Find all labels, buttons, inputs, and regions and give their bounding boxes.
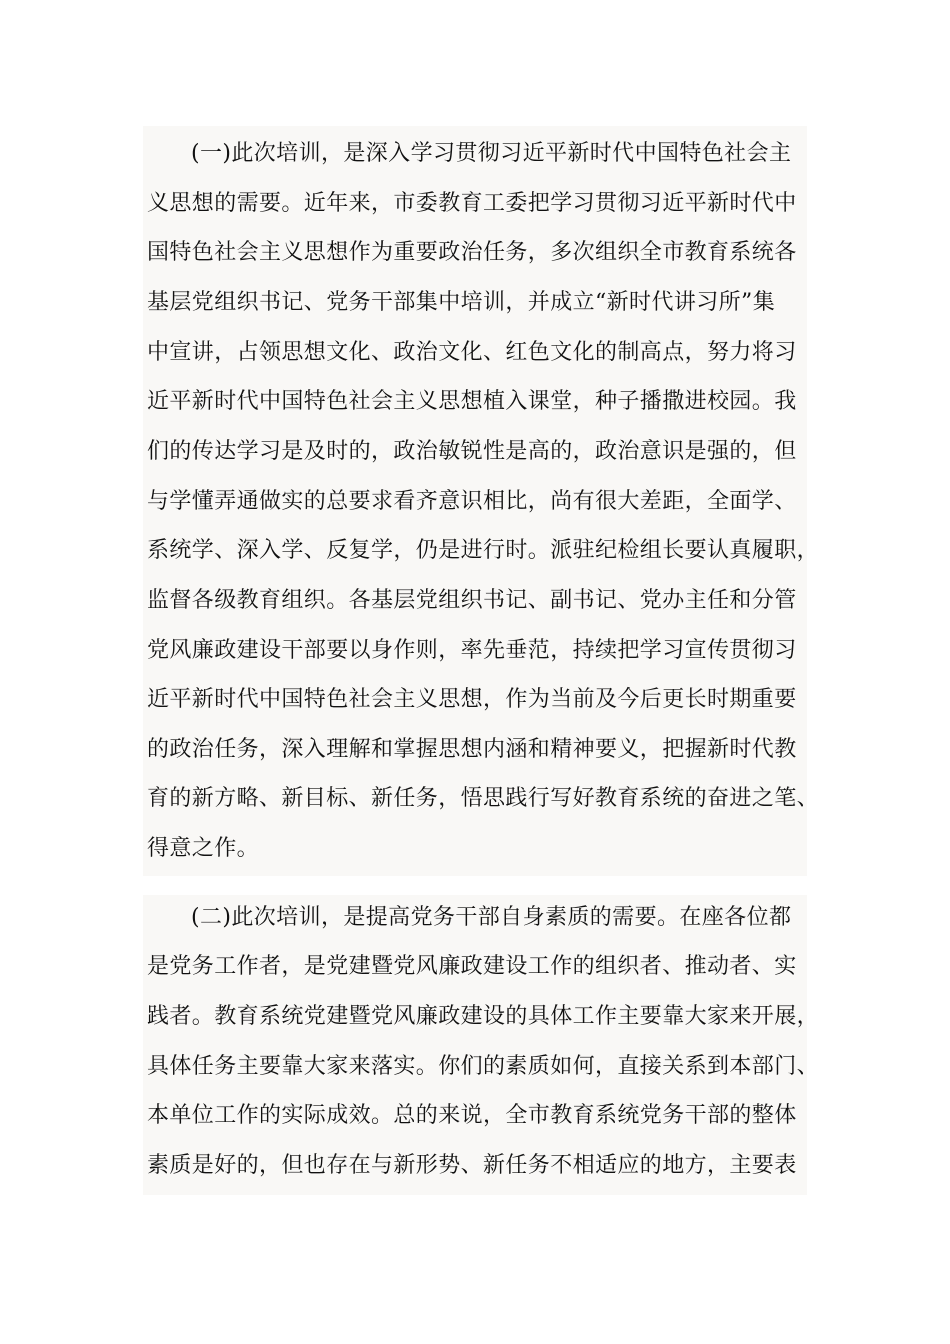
paragraph-line: 监督各级教育组织。各基层党组织书记、副书记、党办主任和分管 xyxy=(147,588,797,613)
paragraph-line: 具体任务主要靠大家来落实。你们的素质如何，直接关系到本部门、 xyxy=(147,1054,820,1079)
paragraph-line: 得意之作。 xyxy=(147,836,260,861)
paragraph-line: (一)此次培训，是深入学习贯彻习近平新时代中国特色社会主 xyxy=(191,141,792,166)
paragraph-line: 本单位工作的实际成效。总的来说，全市教育系统党务干部的整体 xyxy=(147,1103,797,1128)
paragraph-line: 中宣讲，占领思想文化、政治文化、红色文化的制高点，努力将习 xyxy=(147,340,797,365)
paragraph-line: 践者。教育系统党建暨党风廉政建设的具体工作主要靠大家来开展， xyxy=(147,1004,820,1029)
paragraph-line: (二)此次培训，是提高党务干部自身素质的需要。在座各位都 xyxy=(191,905,792,930)
paragraph-line: 与学懂弄通做实的总要求看齐意识相比，尚有很大差距，全面学、 xyxy=(147,489,797,514)
paragraph-line: 近平新时代中国特色社会主义思想植入课堂，种子播撒进校园。我 xyxy=(147,389,797,414)
paragraph-line: 党风廉政建设干部要以身作则，率先垂范，持续把学习宣传贯彻习 xyxy=(147,638,797,663)
paragraph-line: 的政治任务，深入理解和掌握思想内涵和精神要义，把握新时代教 xyxy=(147,737,797,762)
paragraph-1 xyxy=(143,126,820,876)
paragraph-line: 义思想的需要。近年来，市委教育工委把学习贯彻习近平新时代中 xyxy=(147,191,797,216)
paragraph-line: 国特色社会主义思想作为重要政治任务，多次组织全市教育系统各 xyxy=(147,240,797,265)
paragraph-line: 系统学、深入学、反复学，仍是进行时。派驻纪检组长要认真履职， xyxy=(147,538,820,563)
paragraph-line: 是党务工作者，是党建暨党风廉政建设工作的组织者、推动者、实 xyxy=(147,954,797,979)
paragraph-line: 近平新时代中国特色社会主义思想，作为当前及今后更长时期重要 xyxy=(147,687,797,712)
paragraph-line: 素质是好的，但也存在与新形势、新任务不相适应的地方，主要表 xyxy=(147,1153,797,1178)
paragraph-line: 育的新方略、新目标、新任务，悟思践行写好教育系统的奋进之笔、 xyxy=(147,786,820,811)
paragraph-2 xyxy=(143,895,820,1195)
paragraph-line: 基层党组织书记、党务干部集中培训，并成立“新时代讲习所”集 xyxy=(147,290,776,315)
paragraph-line: 们的传达学习是及时的，政治敏锐性是高的，政治意识是强的，但 xyxy=(147,439,797,464)
